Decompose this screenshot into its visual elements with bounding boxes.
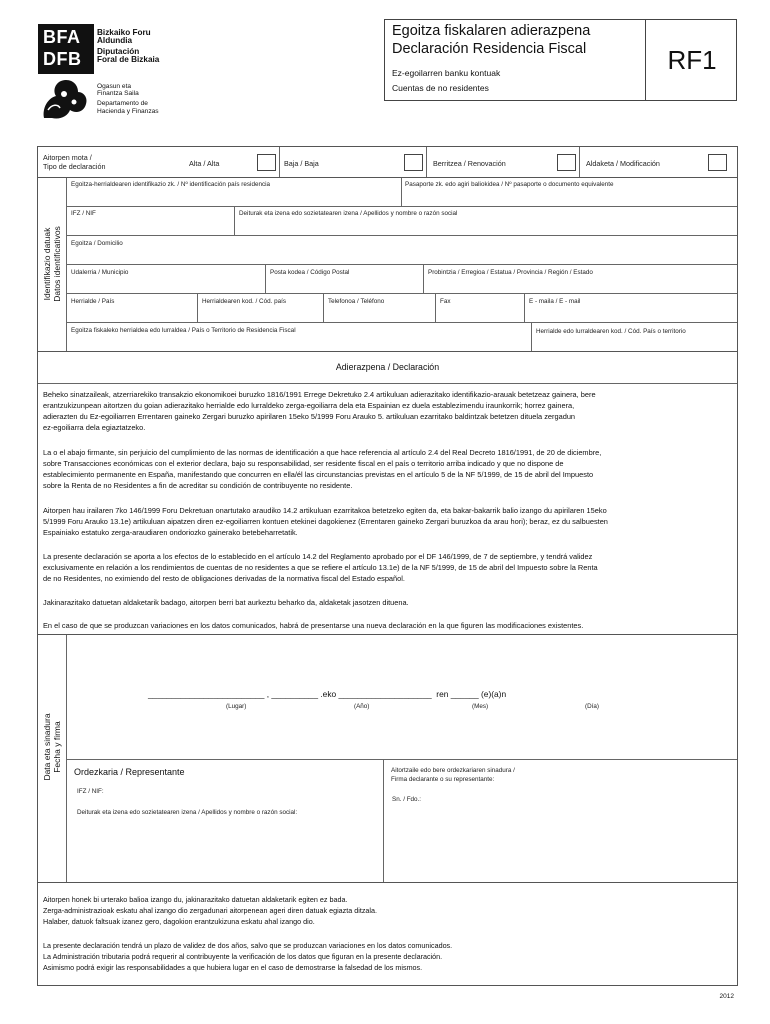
ident-side-es: Datos identificativos <box>52 226 62 302</box>
residence-id-field[interactable] <box>67 178 402 206</box>
tipo-section <box>37 146 738 178</box>
date-line[interactable]: _________________________ , __________ .eko ____________________ ren ______ (e)(a)n <box>148 689 507 699</box>
firma-side-es: Fecha y firma <box>52 721 62 773</box>
ident-side-label <box>38 178 66 351</box>
cod-pais-label: Herrialdearen kod. / Cód. país <box>202 298 287 305</box>
dept-line: Finantza Saila <box>97 90 139 98</box>
tipo-label-eu: Aitorpen mota / <box>43 153 92 162</box>
declaration-paragraph <box>43 551 733 584</box>
telefono-label: Telefonoa / Teléfono <box>328 298 385 305</box>
firma-side-text <box>42 713 62 780</box>
para-line: En el caso de que se produzcan variaciones en los datos comunicados, habrá de presentarse una nueva declaración en la que figuren las modificaciones existentes. <box>43 621 584 630</box>
footer-year: 2012 <box>719 993 734 1000</box>
para-line: Jakinarazitako datuetan aldaketarik badago, aitorpen berri bat aurkeztu beharko da, aldaketak jasotzen dituena. <box>43 598 409 607</box>
declaration-paragraph <box>43 597 733 608</box>
para-line: exclusivamente en relación a los rendimientos de cuentas de no residentes a que se refiere el artículo 13.1e) de la NF 5/1999, de 15 de abril del Impuesto sobre la Renta <box>43 563 598 572</box>
fiscal-code-label: Herrialde edo lurraldearen kod. / Cód. País o territorio <box>536 328 686 335</box>
option-baja-label: Baja / Baja <box>284 159 319 168</box>
provincia-field[interactable] <box>424 265 737 293</box>
ident-section <box>37 177 738 352</box>
para-line: sobre Transacciones económicas con el exterior declara, bajo su responsabilidad, ser residente fiscal en el país o territorio arriba indicado y que no dispone de <box>43 459 564 468</box>
postal-field[interactable] <box>266 265 423 293</box>
date-lugar-label: (Lugar) <box>226 703 247 710</box>
ident-side-text <box>42 226 62 302</box>
date-ano-label: (Año) <box>354 703 370 710</box>
fiscal-residence-field[interactable] <box>67 323 531 351</box>
para-line: sobre la Renta de no Residentes a fin de acreditar su condición de contribuyente no residente. <box>43 481 353 490</box>
footer-notes-eu <box>43 894 377 927</box>
passport-field[interactable] <box>402 178 737 206</box>
fiscal-code-field[interactable] <box>532 323 737 351</box>
footer-line: La Administración tributaria podrá requerir al contribuyente la verificación de los datos que figuran en la presente declaración. <box>43 952 443 961</box>
declaration-paragraph <box>43 620 733 631</box>
tipo-divider <box>426 147 427 177</box>
para-line: erantzukizunpean aitortzen du goian adierazitako herrialde edo lurraldeko zerga-egoiliarra dela eta Espainian ez duela establezimendu iraunkorrik; horrez gainera, <box>43 401 575 410</box>
declaration-title: Adierazpena / Declaración <box>335 362 440 372</box>
para-line: La presente declaración se aporta a los efectos de lo establecido en el artículo 14.2 del Reglamento aprobado por el DF 146/1999, de 7 de septiembre, y tendrá validez <box>43 552 593 561</box>
option-alta-label: Alta / Alta <box>189 159 220 168</box>
form-subtitle-es: Cuentas de no residentes <box>392 83 489 93</box>
ident-side-eu: Identifikazio datuak <box>42 227 52 301</box>
dept-line: Hacienda y Finanzas <box>97 107 159 115</box>
email-label: E - maila / E - mail <box>529 298 581 305</box>
representative-nif-label: IFZ / NIF: <box>77 788 104 795</box>
dept-name <box>97 83 159 115</box>
para-line: 5/1999 Foru Arauko 13.1e) artikuluan aipatzen diren ez-egoiliarren kontuen etekinei dagokienez (Errentaren gaineko Zergari buruzkoa da arau hori); beraz, ez du salbuesten <box>43 517 608 526</box>
nif-label: IFZ / NIF <box>71 210 96 217</box>
option-modificacion-checkbox[interactable] <box>708 154 727 171</box>
signature-label-eu: Aitortzaile edo bere ordezkariaren sinadura / <box>391 767 515 774</box>
footer-line: Zerga-administrazioak eskatu ahal izango dio zergadunari aitorpenean ageri diren datuak egiazta ditzala. <box>43 906 378 915</box>
pais-label: Herrialde / País <box>71 298 115 305</box>
dept-line: Departamento de <box>97 100 148 108</box>
option-renovacion-label: Berritzea / Renovación <box>433 159 506 168</box>
footer-line: Aitorpen honek bi urterako balioa izango du, jakinarazitako datuetan aldaketarik egiten ez bada. <box>43 895 348 904</box>
option-renovacion-checkbox[interactable] <box>557 154 576 171</box>
form-code-box <box>645 19 737 101</box>
representative-box[interactable] <box>67 760 383 882</box>
form-subtitle-eu: Ez-egoilarren banku kontuak <box>392 68 501 78</box>
dept-line: Ogasun eta <box>97 83 132 90</box>
municipio-label: Udalerria / Municipio <box>71 269 129 276</box>
representative-name-label: Deiturak eta izena edo sozietatearen izena / Apellidos y nombre o razón social: <box>77 809 298 816</box>
tipo-divider <box>579 147 580 177</box>
para-line: ez-egoiliarra dela egiaztatzeko. <box>43 423 146 432</box>
fax-label: Fax <box>440 298 451 305</box>
declaration-title-divider <box>38 383 737 384</box>
date-dia-label: (Día) <box>585 703 599 710</box>
para-line: La o el abajo firmante, sin perjuicio del cumplimiento de las normas de identificación a que hace referencia al artículo 2.4 del Real Decreto 1816/1991, de 20 de diciembre, <box>43 448 602 457</box>
tipo-label <box>43 153 105 171</box>
org-line: Diputación <box>97 46 140 56</box>
fax-field[interactable] <box>436 294 524 322</box>
para-line: Espainiako estatuko zerga-araudiaren ondoriozko gainerako betebeharretatik. <box>43 528 298 537</box>
option-baja-checkbox[interactable] <box>404 154 423 171</box>
title-box <box>384 19 737 101</box>
logo-bfa: BFA <box>43 27 81 47</box>
logo <box>38 24 94 74</box>
name-field[interactable] <box>235 207 737 236</box>
representative-title: Ordezkaria / Representante <box>74 767 185 777</box>
footer-line: Asimismo podrá exigir las responsabilidades a que hubiera lugar en el caso de demostrarse la falsedad de los mismos. <box>43 963 423 972</box>
firma-section <box>37 634 738 883</box>
option-modificacion-label: Aldaketa / Modificación <box>586 159 660 168</box>
signature-box[interactable] <box>384 760 737 882</box>
org-line: Foral de Bizkaia <box>97 55 160 65</box>
para-line: establecimiento permanente en España, manifestando que concurren en ella/él las circunstancias previstas en el artículo 5 de la NF 5/1999, de 15 de abril del Impuesto <box>43 470 594 479</box>
municipio-field[interactable] <box>67 265 266 293</box>
declaration-paragraph <box>43 389 733 433</box>
form-code: RF1 <box>667 45 717 75</box>
form-title-es: Declaración Residencia Fiscal <box>392 41 587 57</box>
firma-side-eu: Data eta sinadura <box>42 713 52 781</box>
nif-field[interactable] <box>67 207 235 236</box>
option-alta-checkbox[interactable] <box>257 154 276 171</box>
declaration-paragraph <box>43 505 733 538</box>
signature-label <box>391 766 515 784</box>
telefono-field[interactable] <box>324 294 436 322</box>
footer-line: Halaber, datuok faltsuak izanez gero, dagokion erantzukizuna eskatu ahal izango dio. <box>43 917 315 926</box>
footer-line: La presente declaración tendrá un plazo de validez de dos años, salvo que se produzcan variaciones en los datos comunicados. <box>43 941 453 950</box>
org-line: Aldundia <box>97 36 133 46</box>
cod-pais-field[interactable] <box>198 294 323 322</box>
org-line: Bizkaiko Foru <box>97 28 151 37</box>
para-line: Beheko sinatzaileak, atzerriarekiko transakzio ekonomikoei buruzko 1816/1991 Errege Dekretuko 2.4 artikuluan adierazitako identifikazio-arauak betetzeaz gainera, bere <box>43 390 596 399</box>
org-name <box>97 29 159 65</box>
date-mes-label: (Mes) <box>472 703 489 710</box>
pais-field[interactable] <box>67 294 197 322</box>
domicilio-field[interactable] <box>67 236 737 264</box>
seal-icon <box>34 70 92 122</box>
residence-id-label: Egoitza-herrialdearen identifikazio zk. / Nº identificación país residencia <box>71 181 271 188</box>
domicilio-label: Egoitza / Domicilio <box>71 240 123 247</box>
signature-label-es: Firma declarante o su representante: <box>391 776 495 783</box>
para-line: Aitorpen hau irailaren 7ko 146/1999 Foru Dekretuan onartutako araudiko 14.2 artikuluan ezarritakoa betetzeko egiten da, eta bakar-bakarrik balio izango du apirilaren 15eko <box>43 506 607 515</box>
postal-label: Posta kodea / Código Postal <box>270 269 350 276</box>
tipo-divider <box>279 147 280 177</box>
name-label: Deiturak eta izena edo sozietatearen izena / Apellidos y nombre o razón social <box>239 210 458 217</box>
form-title-eu: Egoitza fiskalaren adierazpena <box>392 23 591 39</box>
footer-notes-es <box>43 940 452 973</box>
email-field[interactable] <box>525 294 737 322</box>
para-line: adierazten du Ez-egoiliarren Errentaren gaineko Zergari buruzko apirilaren 15eko 5/1999 Foru Arauko 5. artikuluan ezarritako baldintzak betetzen dituela zergadun <box>43 412 576 421</box>
logo-dfb: DFB <box>43 49 82 69</box>
fiscal-residence-label: Egoitza fiskaleko herrialdea edo lurraldea / País o Territorio de Residencia Fiscal <box>71 327 296 334</box>
passport-label: Pasaporte zk. edo agiri baliokidea / Nº pasaporte o documento equivalente <box>405 181 614 188</box>
firma-side-label <box>38 635 66 882</box>
para-line: de no Residentes, no eximiendo del resto de obligaciones derivadas de la normativa fiscal del Estado español. <box>43 574 405 583</box>
signature-fdo-label: Sn. / Fdo.: <box>392 796 422 803</box>
tipo-label-es: Tipo de declaración <box>43 162 106 171</box>
provincia-label: Probintzia / Erregioa / Estatua / Provincia / Región / Estado <box>428 269 593 276</box>
declaration-paragraph <box>43 447 733 491</box>
